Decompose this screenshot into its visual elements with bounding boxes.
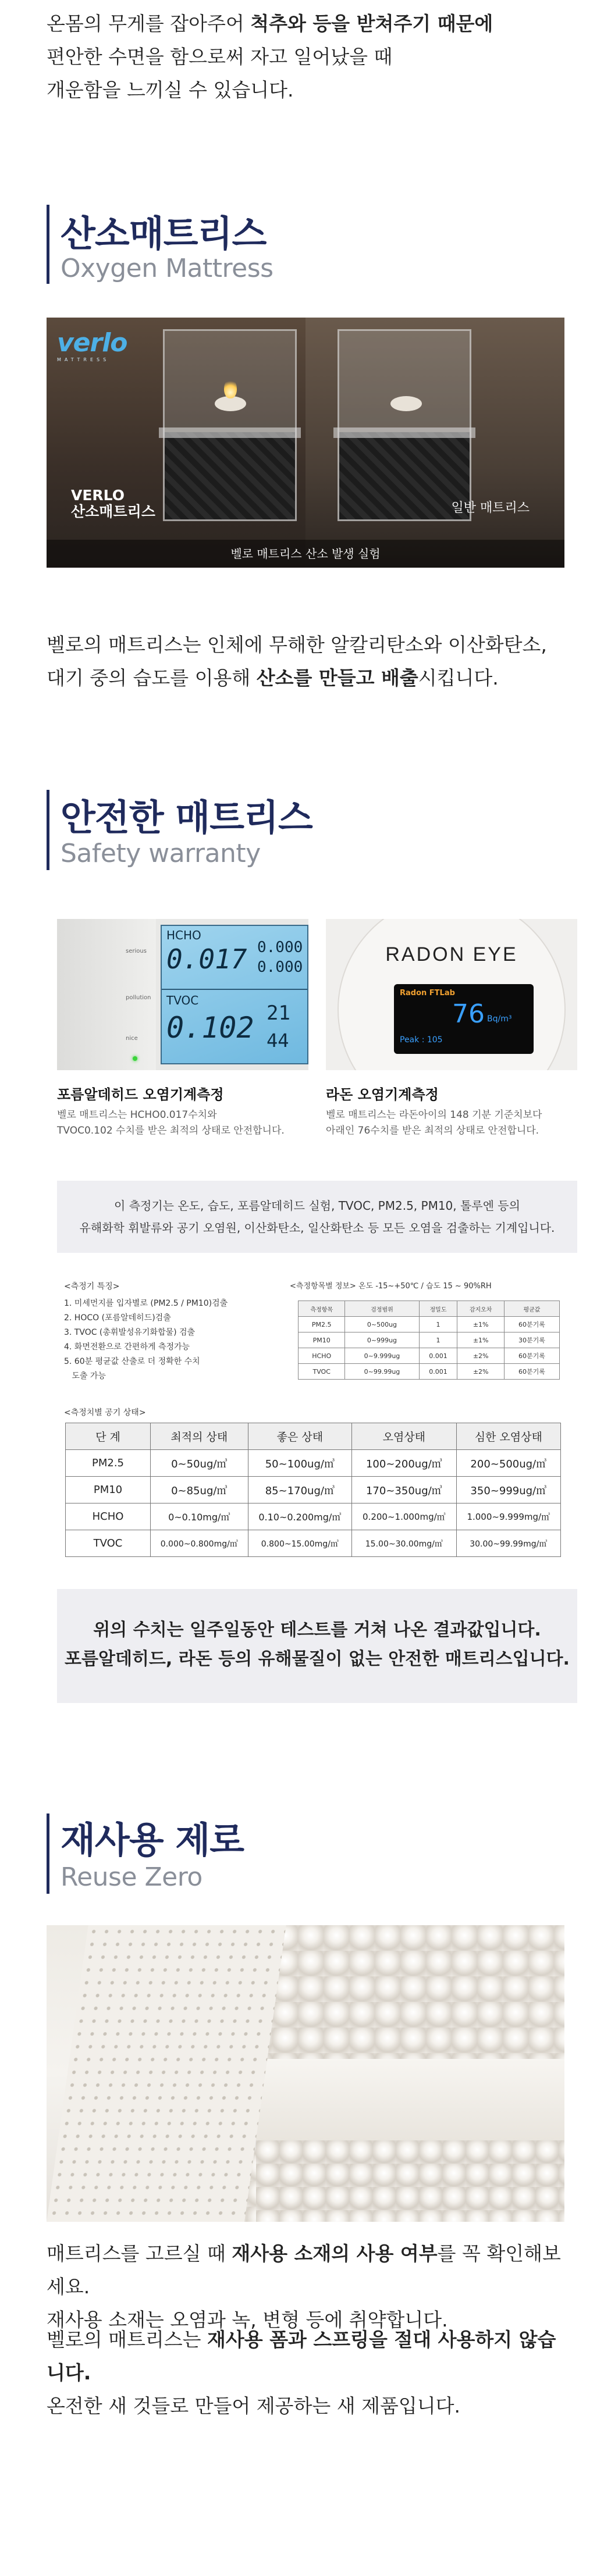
result-notice-panel: 위의 수치는 일주일동안 테스트를 거쳐 나온 결과값입니다. 포름알데히드, 라돈 등의 유해물질이 없는 안전한 매트리스입니다. bbox=[57, 1589, 577, 1703]
safety-title: 안전한 매트리스 bbox=[61, 796, 312, 839]
meter-info-panel: 이 측정기는 온도, 습도, 포름알데히드 실험, TVOC, PM2.5, PM10, 톨루엔 등의 유해화학 휘발류와 공기 오염원, 이산화탄소, 일산화탄소 등 모든 오염을 검출하는 기계입니다. bbox=[57, 1181, 577, 1253]
verlo-logo: verlo MATTRESS bbox=[57, 328, 127, 362]
section-accent-bar bbox=[47, 1813, 49, 1894]
oxygen-desc-line-1: 벨로의 매트리스는 인체에 무해한 알칼리탄소와 이산화탄소, bbox=[47, 633, 547, 656]
intro-line-3: 개운함을 느끼실 수 있습니다. bbox=[47, 79, 294, 101]
table-row: PM2.5 0~50ug/㎥ 50~100ug/㎥ 100~200ug/㎥ 200~500ug/㎥ bbox=[66, 1450, 561, 1477]
reuse-paragraph-2 bbox=[47, 2323, 570, 2422]
meter-caption-title: 포름알데히드 오염기계측정 bbox=[57, 1086, 224, 1103]
air-state-table bbox=[65, 1423, 561, 1557]
oxygen-description bbox=[47, 628, 570, 694]
safety-subtitle: Safety warranty bbox=[61, 839, 261, 868]
state-table-title: <측정치별 공기 상태> bbox=[64, 1408, 146, 1417]
table-row: TVOC 0.000~0.800mg/㎥ 0.800~15.00mg/㎥ 15.00~30.00mg/㎥ 30.00~99.99mg/㎥ bbox=[66, 1530, 561, 1557]
status-led-icon bbox=[133, 1056, 137, 1061]
label-verlo-mattress: VERLO 산소매트리스 bbox=[71, 487, 155, 520]
radon-screen: Radon FTLab 76 Bq/m³ Peak : 105 bbox=[394, 984, 534, 1054]
table-row: HCHO 0~0.10mg/㎥ 0.10~0.200mg/㎥ 0.200~1.000mg/㎥ 1.000~9.999mg/㎥ bbox=[66, 1503, 561, 1530]
reuse-paragraph-1 bbox=[47, 2237, 570, 2336]
table-row: 측정항목 검정범위 정밀도 감지오차 평균값 bbox=[299, 1301, 560, 1317]
intro-line-1: 온몸의 무게를 잡아주어 척추와 등을 받쳐주기 때문에 bbox=[47, 12, 493, 35]
reuse-subtitle: Reuse Zero bbox=[61, 1862, 203, 1892]
reuse-p2-line-1: 벨로의 매트리스는 재사용 폼과 스프링을 절대 사용하지 않습니다. bbox=[47, 2328, 556, 2384]
table-row: PM10 0~85ug/㎥ 85~170ug/㎥ 170~350ug/㎥ 350~999ug/㎥ bbox=[66, 1477, 561, 1503]
spec-table bbox=[298, 1301, 560, 1380]
reuse-p1-line-1: 매트리스를 고르실 때 재사용 소재의 사용 여부를 꼭 확인해보세요. bbox=[47, 2242, 561, 2298]
reuse-p2-line-2: 온전한 새 것들로 만들어 제공하는 새 제품입니다. bbox=[47, 2395, 460, 2417]
reuse-p1-line-2: 재사용 소재는 오염과 녹, 변형 등에 취약합니다. bbox=[47, 2308, 448, 2331]
radon-meter-photo bbox=[326, 919, 577, 1070]
table-row: PM10 0~999ug 1 ±1% 30분기록 bbox=[299, 1332, 560, 1348]
table-row: HCHO 0~9.999ug 0.001 ±2% 60분기록 bbox=[299, 1348, 560, 1364]
meter-caption-text: 벨로 매트리스는 HCHO0.017수치와 TVOC0.102 수치를 받은 최적의 상태로 안전합니다. bbox=[57, 1109, 285, 1136]
radon-caption-text: 벨로 매트리스는 라돈아이의 148 기분 기준치보다 아래인 76수치를 받은 최적의 상태로 안전합니다. bbox=[326, 1109, 542, 1136]
label-normal-mattress: 일반 매트리스 bbox=[451, 501, 530, 515]
formaldehyde-meter-photo: serious pollution nice HCHO 0.017 0.000 0.000 TVOC 0.102 21 44 bbox=[57, 919, 308, 1070]
latex-foam-photo bbox=[47, 1925, 564, 2222]
spec-table-title: <측정항목별 정보> 온도 -15~+50℃ / 습도 15 ~ 90%RH bbox=[290, 1282, 492, 1291]
section-accent-bar bbox=[47, 205, 49, 284]
oxygen-jar-normal bbox=[338, 329, 471, 521]
oxygen-title: 산소매트리스 bbox=[61, 212, 267, 255]
radon-caption-title: 라돈 오염기계측정 bbox=[326, 1086, 439, 1103]
oxygen-jar-verlo bbox=[163, 329, 297, 521]
table-row: 단 계 최적의 상태 좋은 상태 오염상태 심한 오염상태 bbox=[66, 1423, 561, 1450]
reuse-title: 재사용 제로 bbox=[61, 1819, 244, 1861]
oxygen-desc-line-2: 대기 중의 습도를 이용해 산소를 만들고 배출시킵니다. bbox=[47, 667, 499, 689]
oxygen-subtitle: Oxygen Mattress bbox=[61, 254, 273, 283]
meter-features: <측정기 특징> 1. 미세먼지를 입자별로 (PM2.5 / PM10)검출 2. HOCO (포름알데히드)검출 3. TVOC (총휘발성유기화합물) 검출 4. 화면전환으로 간편하게 측정가능 5. 60분 평균값 산출로 더 정확한 수치 도출 가능 bbox=[64, 1282, 228, 1381]
photo-caption: 벨로 매트리스 산소 발생 실험 bbox=[47, 540, 564, 568]
radon-eye-brand: RADON EYE bbox=[385, 943, 518, 965]
table-row: PM2.5 0~500ug 1 ±1% 60분기록 bbox=[299, 1317, 560, 1332]
table-row: TVOC 0~99.99ug 0.001 ±2% 60분기록 bbox=[299, 1364, 560, 1380]
section-accent-bar bbox=[47, 790, 49, 870]
intro-paragraph bbox=[47, 7, 570, 106]
candle-flame-icon bbox=[224, 379, 237, 398]
oxygen-experiment-photo bbox=[47, 318, 564, 568]
meter-lcd-display: HCHO 0.017 0.000 0.000 TVOC 0.102 21 44 bbox=[161, 925, 308, 1064]
intro-line-2: 편안한 수면을 함으로써 자고 일어났을 때 bbox=[47, 45, 393, 68]
